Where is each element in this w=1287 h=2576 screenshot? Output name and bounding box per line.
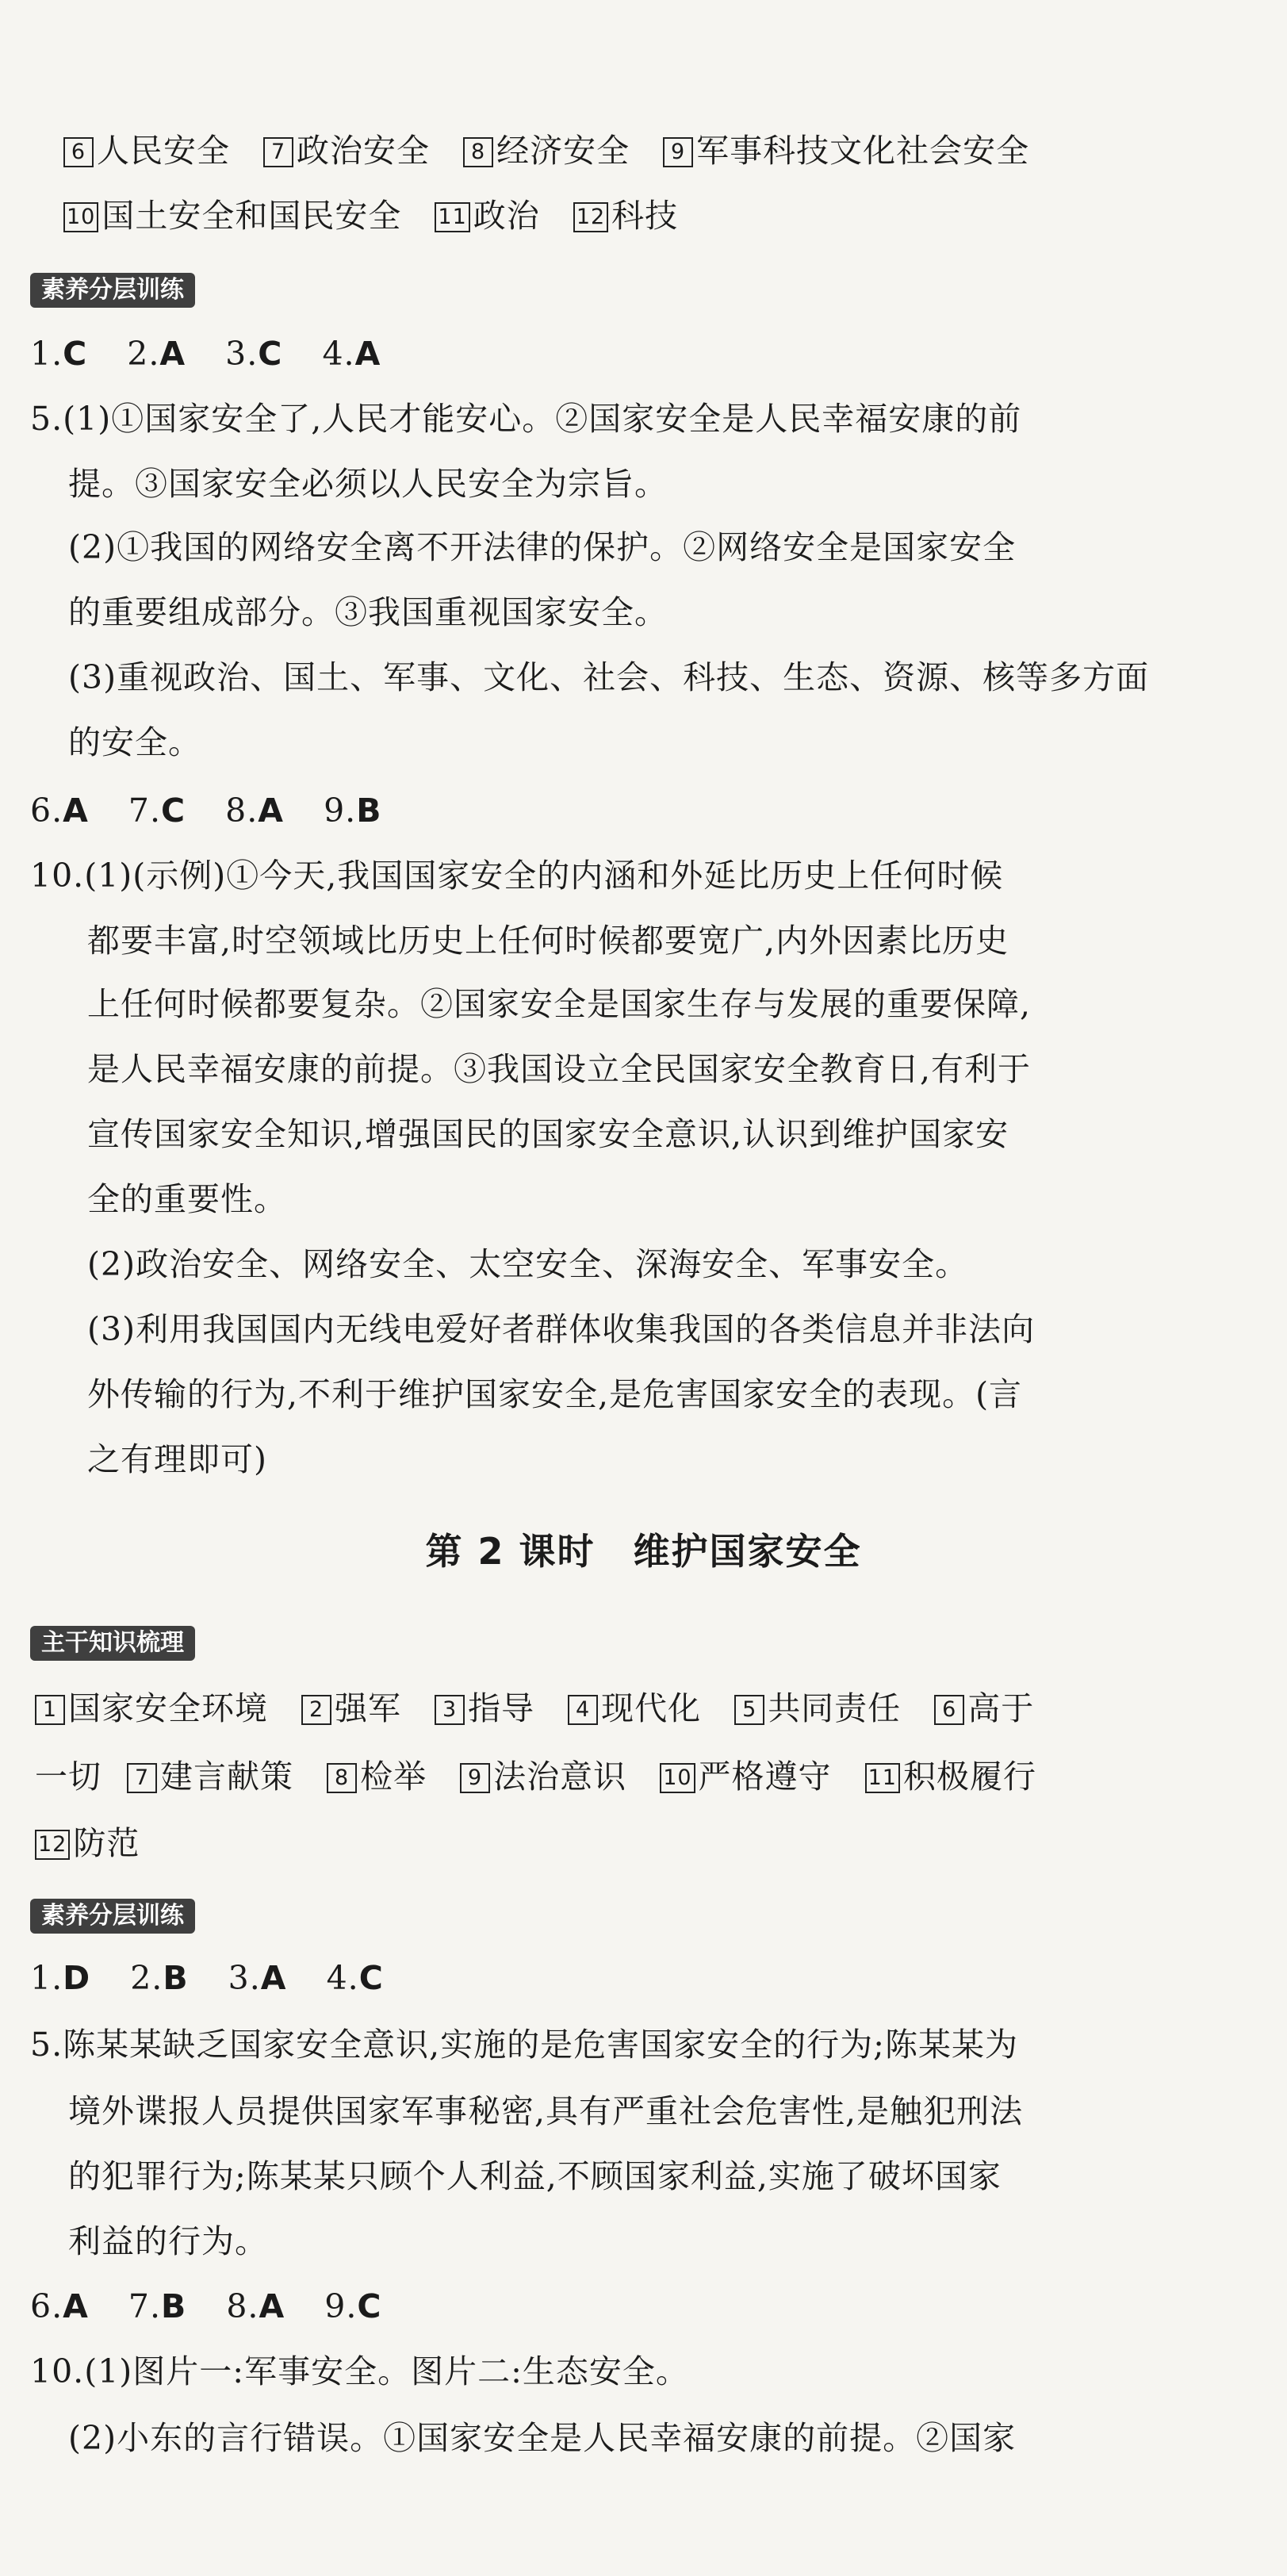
item-number-box: 11 [435,202,469,232]
answer-text-line: 是人民幸福安康的前提。③我国设立全民国家安全教育日,有利于 [87,1050,1032,1088]
answer-text-line: 全的重要性。 [87,1180,287,1218]
knowledge-row-3 [35,1821,162,1865]
knowledge-row-2 [35,1754,1036,1799]
item-number-box: 1 [35,1695,65,1725]
answer-item [435,1686,534,1731]
item-text: 政治 [473,197,540,235]
answer-text-line: 境外谍报人员提供国家军事秘密,具有严重社会危害性,是触犯刑法 [68,2092,1024,2130]
answer-item [63,194,401,238]
answer-item [660,1754,831,1799]
item-text: 积极履行 [902,1758,1036,1796]
item-text: 国土安全和国民安全 [102,197,402,235]
answer-item [734,1686,901,1731]
item-number-box: 9 [663,137,693,167]
item-number-box: 8 [463,137,493,167]
mc-answer: 7.B [128,2287,187,2325]
answer-text-line: 10.(1)图片一:军事安全。图片二:生态安全。 [30,2352,689,2390]
answer-item [573,194,678,238]
answer-item [663,128,1029,173]
answer-text-line: 提。③国家安全必须以人民安全为宗旨。 [68,465,668,503]
mc-answer: 8.A [226,2287,285,2325]
section-label-training: 素养分层训练 [30,273,195,308]
mc-answer: 2.A [127,335,186,373]
answer-text-line: 5.陈某某缺乏国家安全意识,实施的是危害国家安全的行为;陈某某为 [30,2026,1018,2064]
lesson-heading: 第 2 课时 维护国家安全 [425,1530,862,1573]
mc-answer: 6.A [30,792,89,830]
answer-text-line: (2)小东的言行错误。①国家安全是人民幸福安康的前提。②国家 [68,2419,1017,2457]
answer-items-row-2 [63,194,700,238]
answer-item [35,1821,140,1865]
answer-text-line: 外传输的行为,不利于维护国家安全,是危害国家安全的表现。(言 [87,1375,1023,1413]
item-number-box: 11 [865,1763,900,1793]
item-text: 现代化 [601,1689,702,1727]
answer-item [63,128,230,173]
answer-item [934,1686,1034,1731]
item-number-box: 3 [435,1695,465,1725]
answer-text-line: (2)政治安全、网络安全、太空安全、深海安全、军事安全。 [87,1245,969,1283]
item-text: 高于 [967,1689,1035,1727]
mc-answer: 4.A [322,335,381,373]
item-number-box: 6 [63,137,94,167]
item-number-box: 8 [327,1763,357,1793]
answer-text-line: (2)①我国的网络安全离不开法律的保护。②网络安全是国家安全 [68,528,1017,566]
answer-text-line: 5.(1)①国家安全了,人民才能安心。②国家安全是人民幸福安康的前 [30,400,1022,438]
answer-item [127,1754,293,1799]
answer-text-line: (3)重视政治、国土、军事、文化、社会、科技、生态、资源、核等多方面 [68,658,1150,696]
section-label-knowledge: 主干知识梳理 [30,1626,195,1661]
mc-answer: 9.B [324,792,382,830]
answer-text-line: 10.(1)(示例)①今天,我国国家安全的内涵和外延比历史上任何时候 [30,857,1004,895]
mc-answer: 7.C [128,792,186,830]
answer-text-line: 都要丰富,时空领域比历史上任何时候都要宽广,内外因素比历史 [87,922,1009,960]
item-text: 严格遵守 [698,1758,832,1796]
answer-text-line: 的犯罪行为;陈某某只顾个人利益,不顾国家利益,实施了破坏国家 [68,2157,1002,2195]
item-text: 共同责任 [768,1689,902,1727]
mc-answer: 3.A [228,1959,287,1997]
mc-answer: 9.C [324,2287,382,2325]
item-text: 强军 [335,1689,402,1727]
answer-item [35,1686,268,1731]
mc-answer: 1.D [30,1959,91,1997]
item-number-box: 12 [35,1830,70,1860]
item-text: 国家安全环境 [68,1689,268,1727]
mc-answer: 4.C [326,1959,384,1997]
answer-text-line: 利益的行为。 [68,2222,268,2260]
answer-items-row-1 [63,128,1051,173]
answer-text-line: (3)利用我国国内无线电爱好者群体收集我国的各类信息并非法向 [87,1310,1036,1348]
item-text: 防范 [73,1824,140,1862]
section-label-training: 素养分层训练 [30,1899,195,1934]
item-number-box: 7 [127,1763,157,1793]
answer-item [327,1754,427,1799]
mc-answers-1-4 [30,332,409,376]
answer-item [435,194,539,238]
item-text: 法治意识 [493,1758,627,1796]
mc-answer: 6.A [30,2287,89,2325]
item-number-box: 7 [263,137,293,167]
item-number-box: 9 [460,1763,490,1793]
item-text: 政治安全 [297,132,431,170]
answer-text-line: 上任何时候都要复杂。②国家安全是国家生存与发展的重要保障, [87,985,1032,1023]
answer-item [460,1754,626,1799]
answer-item [568,1686,701,1731]
item-text-continued: 一切 [35,1758,102,1796]
mc-answer: 3.C [225,335,283,373]
mc-answers-6-9 [30,2284,410,2329]
mc-answer: 2.B [130,1959,189,1997]
item-number-box: 10 [660,1763,695,1793]
mc-answers-6-9 [30,788,410,833]
item-number-box: 12 [573,202,608,232]
item-number-box: 2 [301,1695,331,1725]
answer-item [865,1754,1036,1799]
answer-item [463,128,630,173]
item-number-box: 10 [63,202,98,232]
mc-answers-1-4 [30,1956,412,2000]
answer-text-line: 宣传国家安全知识,增强国民的国家安全意识,认识到维护国家安 [87,1115,1009,1153]
item-text: 指导 [468,1689,535,1727]
answer-text-line: 的重要组成部分。③我国重视国家安全。 [68,593,668,631]
mc-answer: 8.A [225,792,285,830]
item-number-box: 6 [934,1695,964,1725]
answer-text-line: 之有理即可) [87,1440,267,1478]
item-number-box: 4 [568,1695,598,1725]
knowledge-row-1 [35,1686,1034,1731]
answer-item [301,1686,401,1731]
answer-item [263,128,430,173]
item-text: 军事科技文化社会安全 [696,132,1030,170]
item-text: 检举 [360,1758,427,1796]
item-number-box: 5 [734,1695,764,1725]
answer-text-line: 的安全。 [68,723,201,761]
mc-answer: 1.C [30,335,88,373]
item-text: 建言献策 [160,1758,294,1796]
item-text: 经济安全 [496,132,630,170]
item-text: 人民安全 [97,132,230,170]
item-text: 科技 [611,197,679,235]
